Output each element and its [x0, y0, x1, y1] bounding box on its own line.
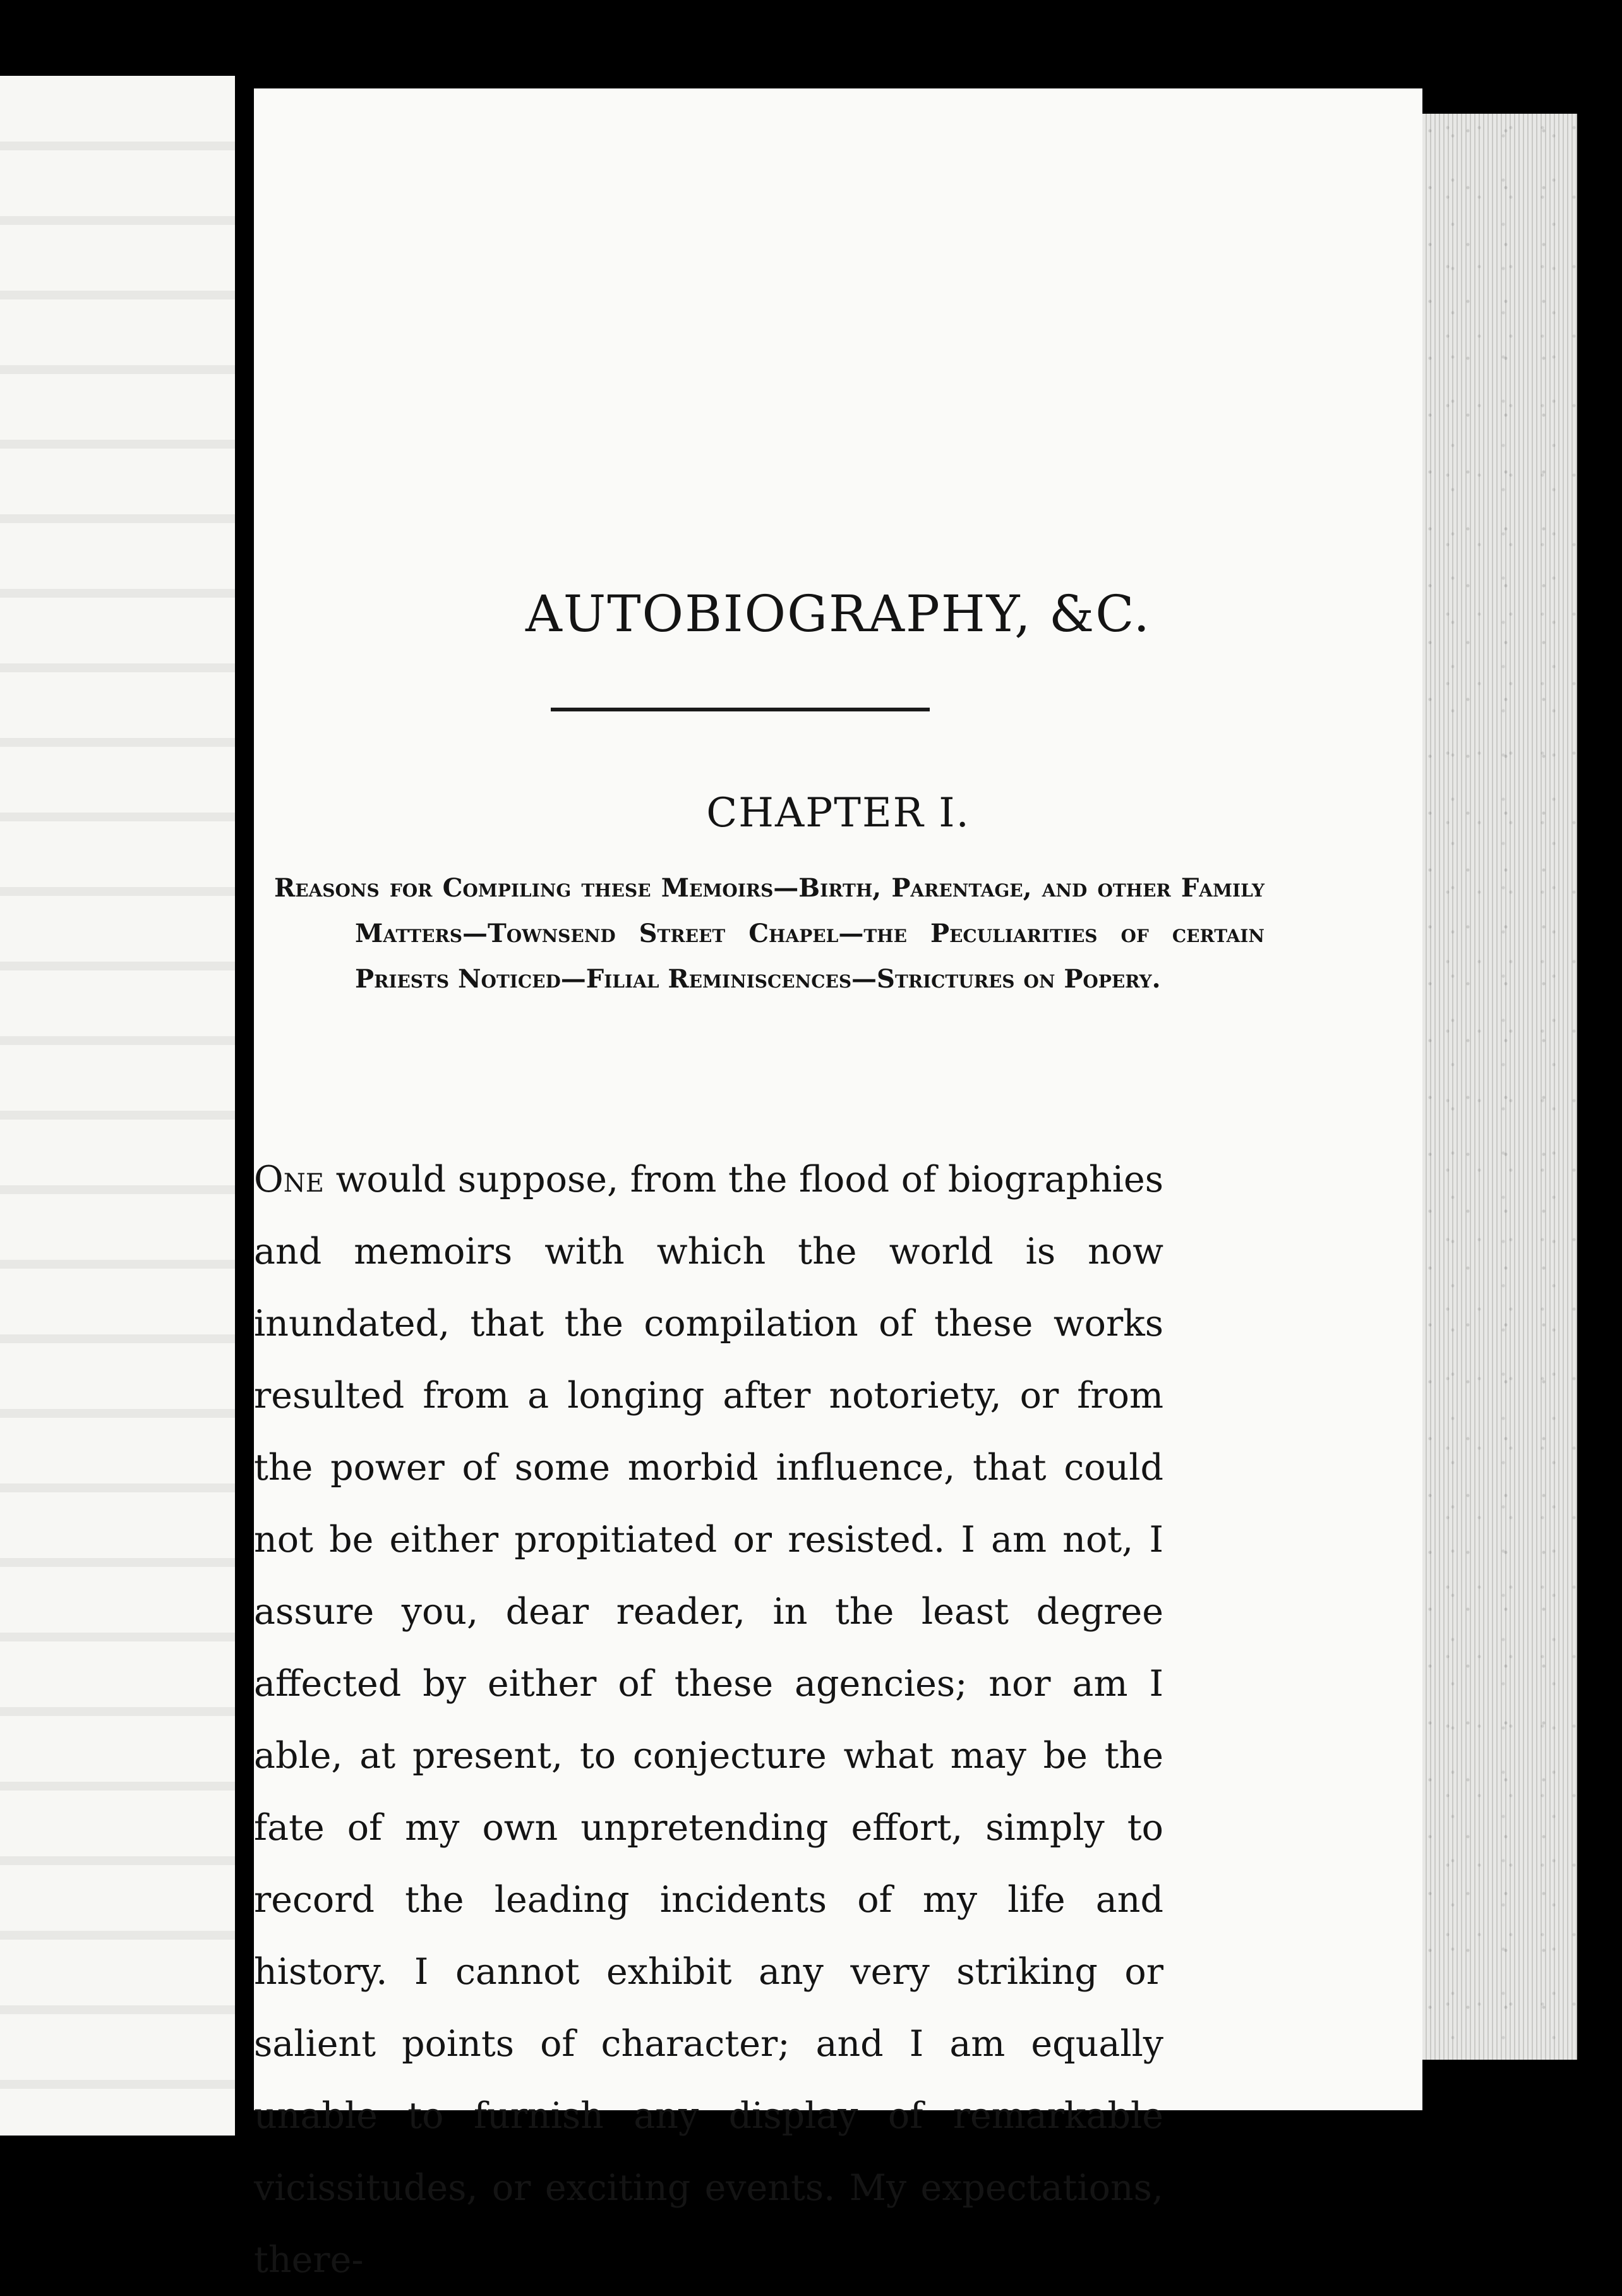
page-edge-speckle — [1422, 114, 1577, 2060]
left-page-bleedthrough — [0, 76, 235, 2136]
body-paragraph — [254, 1144, 1163, 2296]
running-head: AUTOBIOGRAPHY, &C. — [526, 584, 1151, 643]
book-gutter — [248, 76, 254, 2148]
chapter-heading: CHAPTER I. — [706, 790, 970, 837]
page-content — [254, 88, 1422, 2281]
title-rule — [551, 708, 930, 711]
body-paragraph-text: would suppose, from the flood of biographies and memoirs with which the world is now inundated, that the compilation of these works resulted from a longing after notoriety, or from the power of some morbid influence, that could not be either propitiated or resisted. I am not, I assure you, dear reader, in the least degree affected by either of these agencies; nor am I able, at present, to conjecture what may be the fate of my own unpretending effort, simply to record the leading incidents of my life and history. I cannot exhibit any very striking or salient points of character; and I am equally unable to furnish any display of remarkable vicissitudes, or exciting events. My expectations, there- — [254, 1159, 1163, 2281]
body-lead-word: One — [254, 1159, 324, 1200]
left-page-fragment — [0, 76, 235, 2136]
page-edges — [1422, 114, 1577, 2060]
chapter-summary: Reasons for Compiling these Memoirs—Birth, Parentage, and other Family Matters—Townsend Street Chapel—the Peculiarities of certain Priests Noticed—Filial Reminiscences—Strictures on Popery. — [274, 873, 1265, 994]
